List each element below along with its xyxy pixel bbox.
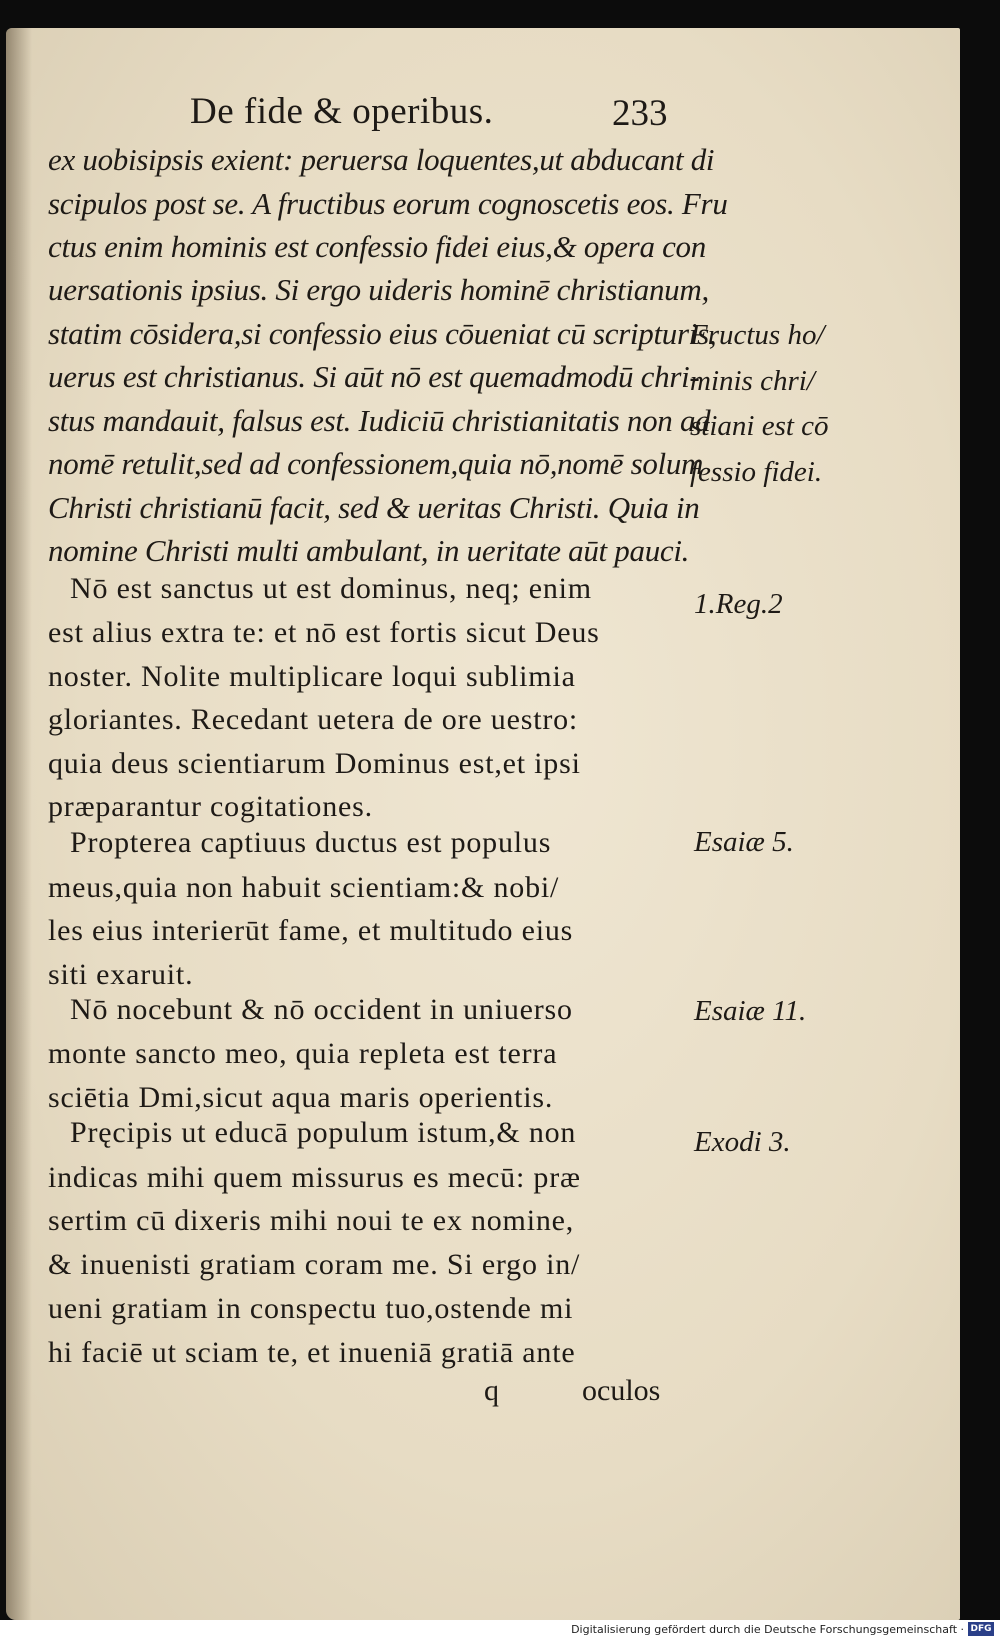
italic-line-3: ctus enim hominis est confessio fidei eius,& opera con — [48, 229, 706, 264]
side-column-line-4: fessio fidei. — [690, 456, 823, 488]
margin-note-1: 1.Reg.2 — [694, 588, 783, 620]
margin-note-3: Esaiæ 11. — [694, 995, 807, 1027]
running-head: De fide & operibus. — [190, 91, 494, 132]
para2-line-1: Propterea captiuus ductus est populus — [70, 826, 552, 859]
para1-line-1: Nō est sanctus ut est dominus, neq; enim — [70, 572, 592, 605]
margin-note-2: Esaiæ 5. — [694, 826, 794, 858]
para4-line-3: sertim cū dixeris mihi noui te ex nomine, — [48, 1204, 575, 1237]
italic-line-4: uersationis ipsius. Si ergo uideris hominē christianum, — [48, 272, 709, 307]
italic-line-9: Christi christianū facit, sed & ueritas Christi. Quia in — [48, 490, 700, 525]
para2-line-4: siti exaruit. — [48, 958, 194, 991]
signature-mark: q — [484, 1374, 499, 1407]
italic-line-8: nomē retulit,sed ad confessionem,quia nō,nomē solum — [48, 446, 704, 481]
para4-line-6: hi faciē ut sciam te, et inueniā gratiā ante — [48, 1336, 576, 1369]
para1-line-3: noster. Nolite multiplicare loqui sublimia — [48, 660, 576, 693]
para4-line-4: & inuenisti gratiam coram me. Si ergo in/ — [48, 1248, 581, 1281]
para1-line-4: gloriantes. Recedant uetera de ore uestro: — [48, 703, 579, 736]
binding-shadow — [6, 28, 32, 1620]
dfg-logo: DFG — [968, 1622, 994, 1636]
para1-line-2: est alius extra te: et nō est fortis sicut Deus — [48, 616, 600, 649]
page-number: 233 — [612, 93, 668, 134]
para3-line-2: monte sancto meo, quia repleta est terra — [48, 1037, 558, 1070]
para4-line-1: Pręcipis ut educā populum istum,& non — [70, 1116, 577, 1149]
italic-line-5: statim cōsidera,si confessio eius cōueniat cū scripturis, — [48, 316, 717, 351]
italic-line-2: scipulos post se. A fructibus eorum cognoscetis eos. Fru — [48, 186, 728, 221]
para4-line-2: indicas mihi quem missurus es mecū: præ — [48, 1161, 581, 1194]
side-column-line-3: stiani est cō — [690, 410, 829, 442]
para4-line-5: ueni gratiam in conspectu tuo,ostende mi — [48, 1292, 574, 1325]
para2-line-2: meus,quia non habuit scientiam:& nobi/ — [48, 871, 560, 904]
italic-line-10: nomine Christi multi ambulant, in ueritate aūt pauci. — [48, 533, 690, 568]
side-column-line-2: minis chri/ — [690, 365, 815, 397]
para1-line-5: quia deus scientiarum Dominus est,et ipsi — [48, 747, 581, 780]
para1-line-6: præparantur cogitationes. — [48, 790, 373, 823]
para3-line-1: Nō nocebunt & nō occident in uniuerso — [70, 993, 573, 1026]
book-page — [6, 28, 960, 1620]
italic-line-7: stus mandauit, falsus est. Iudiciū christianitatis non ad — [48, 403, 711, 438]
para3-line-3: sciētia Dmi,sicut aqua maris operientis. — [48, 1081, 554, 1114]
para2-line-3: les eius interierūt fame, et multitudo eius — [48, 914, 574, 947]
margin-note-4: Exodi 3. — [694, 1126, 791, 1158]
italic-line-1: ex uobisipsis exient: peruersa loquentes,ut abducant di — [48, 142, 715, 177]
side-column-line-1: Fructus ho/ — [690, 319, 825, 351]
catchword: oculos — [582, 1374, 661, 1407]
italic-line-6: uerus est christianus. Si aūt nō est quemadmodū chri- — [48, 359, 700, 394]
footer-credit: Digitalisierung gefördert durch die Deutsche Forschungsgemeinschaft · — [571, 1623, 964, 1636]
